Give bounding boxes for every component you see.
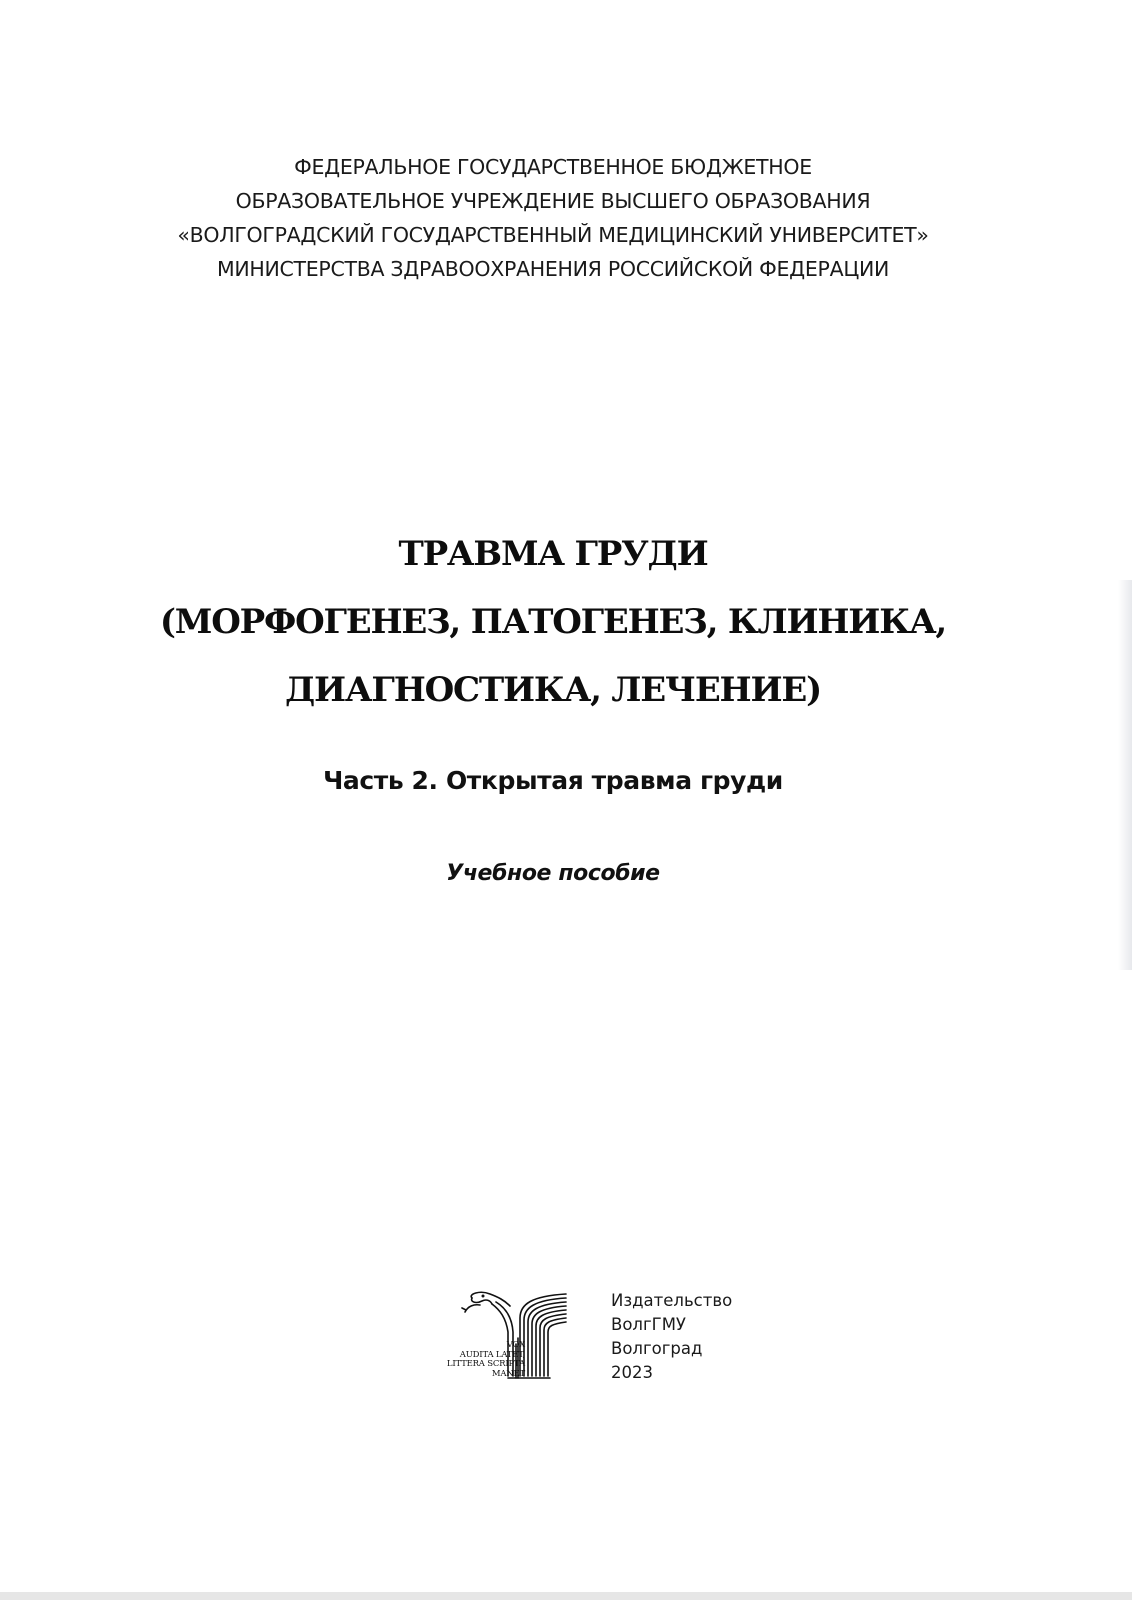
motto-line-1: VOX	[506, 1340, 525, 1350]
page-edge-shadow	[1118, 580, 1132, 970]
document-type: Учебное пособие	[446, 861, 660, 886]
motto-line-2: AUDITA LATET,	[459, 1349, 525, 1360]
publisher-line-3: Волгоград	[611, 1339, 703, 1358]
header-line-1: ФЕДЕРАЛЬНОЕ ГОСУДАРСТВЕННОЕ БЮДЖЕТНОЕ	[294, 155, 812, 179]
publisher-logo	[420, 1288, 590, 1380]
publisher-line-1: Издательство	[611, 1291, 733, 1310]
header-line-3: «ВОЛГОГРАДСКИЙ ГОСУДАРСТВЕННЫЙ МЕДИЦИНСКИЙ УНИВЕРСИТЕТ»	[177, 223, 929, 247]
title-line-3: ДИАГНОСТИКА, ЛЕЧЕНИЕ)	[284, 670, 822, 710]
page-bottom-edge	[0, 1592, 1132, 1600]
motto-line-4: MANET	[491, 1368, 525, 1379]
header-line-4: МИНИСТЕРСТВА ЗДРАВООХРАНЕНИЯ РОССИЙСКОЙ ФЕДЕРАЦИИ	[216, 257, 890, 281]
book-title	[0, 520, 1106, 724]
logo-motto	[447, 1341, 525, 1379]
institution-header	[0, 150, 1106, 286]
header-line-2: ОБРАЗОВАТЕЛЬНОЕ УЧРЕЖДЕНИЕ ВЫСШЕГО ОБРАЗОВАНИЯ	[235, 189, 871, 213]
publisher-line-2: ВолгГМУ	[611, 1315, 686, 1334]
motto-line-3: LITTERA SCRIPTA	[446, 1359, 525, 1369]
publisher-line-4: 2023	[611, 1363, 653, 1382]
publisher-info	[611, 1289, 732, 1385]
book-subtitle: Часть 2. Открытая травма груди	[323, 766, 783, 795]
title-line-2: (МОРФОГЕНЕЗ, ПАТОГЕНЕЗ, КЛИНИКА,	[159, 602, 947, 642]
title-line-1: ТРАВМА ГРУДИ	[398, 534, 708, 574]
